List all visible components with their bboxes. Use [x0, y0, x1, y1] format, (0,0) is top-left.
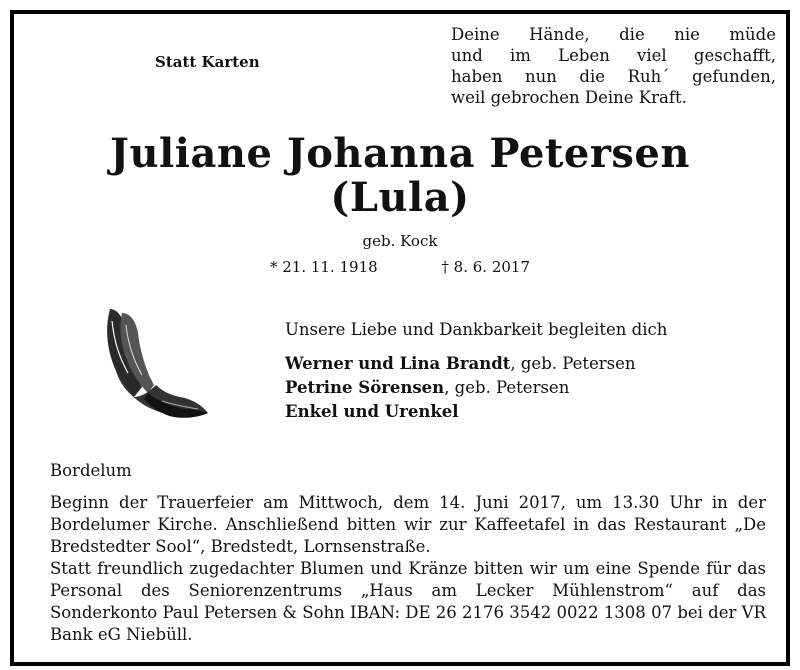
love-line: Unsere Liebe und Dankbarkeit begleiten dich: [285, 320, 668, 339]
mourner-entry: [285, 352, 636, 376]
deceased-name: [14, 132, 786, 220]
ceremony-paragraph: Beginn der Trauerfeier am Mittwoch, dem 14. Juni 2017, um 13.30 Uhr in der Bordelumer Kirche. Anschließend bitten wir zur Kaffeetafel in das Restaurant „De Bredstedter Sool“, Bredstedt, Lornsenstraße.: [50, 493, 766, 556]
memorial-verse: [451, 24, 776, 108]
deceased-nickname: (Lula): [330, 174, 470, 221]
deceased-full-name: Juliane Johanna Petersen: [110, 130, 690, 177]
verse-line: Deine Hände, die nie müde: [451, 25, 776, 44]
birth-name: geb. Kock: [362, 232, 438, 250]
obituary-notice: [10, 10, 790, 666]
birth-date: * 21. 11. 1918: [270, 258, 378, 276]
mourner-entry: [285, 376, 636, 400]
mourner-name: Petrine Sörensen: [285, 378, 445, 397]
death-date: † 8. 6. 2017: [441, 258, 530, 276]
praying-hands-icon: [82, 301, 222, 426]
donation-paragraph: Statt freundlich zugedachter Blumen und Kränze bitten wir um eine Spende für das Personal des Seniorenzentrums „Haus am Lecker Mühlenstrom“ auf das Sonderkonto Paul Petersen & Sohn IBAN: DE 26 2176 3542 0022 1308 07 bei der VR Bank eG Niebüll.: [50, 559, 766, 644]
mourner-name: Enkel und Urenkel: [285, 402, 459, 421]
verse-line: und im Leben viel geschafft,: [451, 46, 776, 65]
mourner-suffix: , geb. Petersen: [510, 354, 636, 373]
mourner-entry: [285, 400, 636, 424]
verse-line: weil gebrochen Deine Kraft.: [451, 88, 687, 107]
place-name: Bordelum: [50, 461, 132, 480]
mourner-suffix: , geb. Petersen: [444, 378, 570, 397]
verse-line: haben nun die Ruh´ gefunden,: [451, 67, 776, 86]
mourners-list: [285, 352, 636, 424]
ceremony-details: [50, 492, 766, 646]
mourner-name: Werner und Lina Brandt: [285, 354, 511, 373]
life-dates: [270, 258, 530, 276]
statt-karten-label: Statt Karten: [155, 53, 260, 71]
